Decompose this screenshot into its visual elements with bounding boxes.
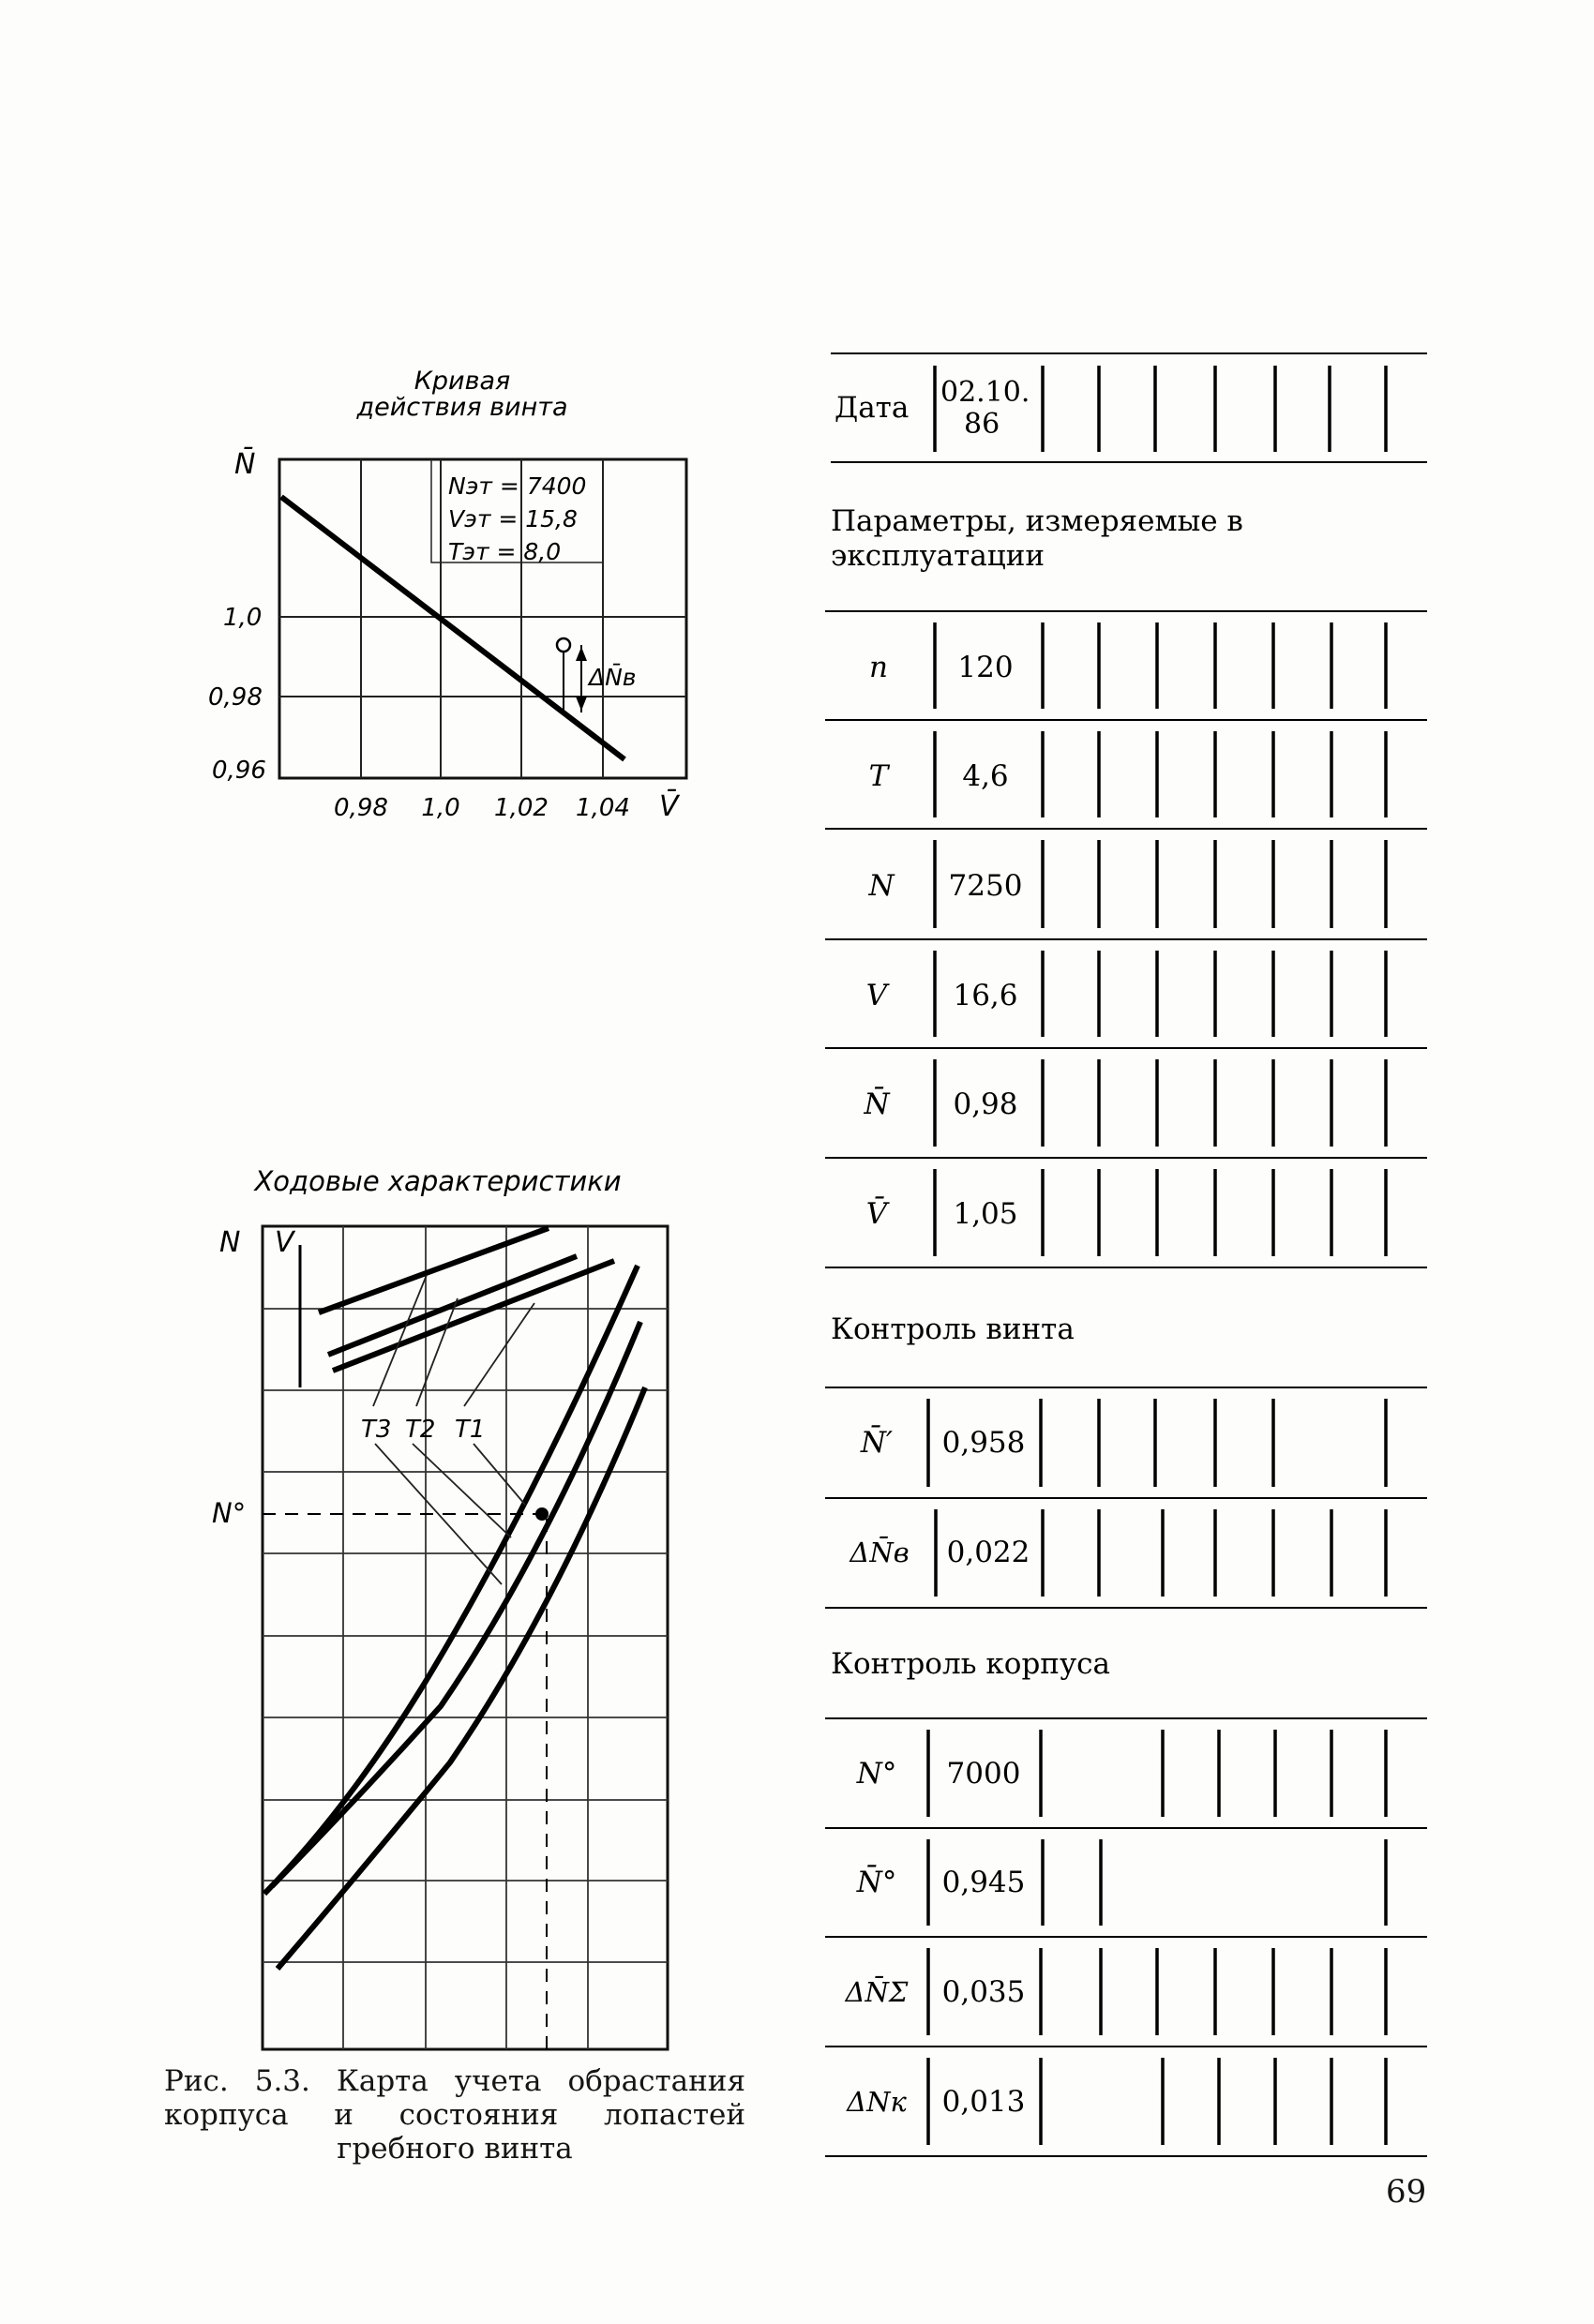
top-chart-y-label: N̄ bbox=[234, 448, 256, 481]
date-value-line1: 02.10. bbox=[940, 376, 1030, 409]
row-label-v-rel: V̄ bbox=[865, 1197, 888, 1231]
row-value-t: 4,6 bbox=[962, 759, 1009, 793]
top-chart-x-label: V̄ bbox=[659, 790, 679, 823]
row-label-t: T bbox=[868, 759, 889, 793]
row-value-delta-nsum: 0,035 bbox=[941, 1975, 1026, 2009]
row-value-n-rel: 0,98 bbox=[953, 1087, 1018, 1121]
bottom-axis-n0-label: N° bbox=[212, 1497, 247, 1529]
section1-title-line2: эксплуатации bbox=[831, 539, 1045, 573]
row-label-n-prime: N̄′ bbox=[860, 1426, 894, 1460]
row-label-n0: N° bbox=[856, 1757, 897, 1791]
bottom-chart-title: Ходовые характеристики bbox=[254, 1165, 622, 1197]
curve-label-t1: T1 bbox=[455, 1416, 486, 1444]
row-value-power: 7250 bbox=[948, 869, 1023, 903]
figure-caption: Рис. 5.3. Карта учета обрастания корпуса и состояния лопастей гребного винта bbox=[164, 2064, 745, 2166]
curve-label-t2: T2 bbox=[405, 1416, 436, 1444]
row-label-power: N bbox=[868, 869, 895, 903]
row-label-delta-nsum: ΔN̄Σ bbox=[845, 1976, 909, 2008]
row-label-speed: V bbox=[865, 979, 888, 1012]
row-value-delta-nk: 0,013 bbox=[941, 2085, 1026, 2119]
top-y-tick-0-98: 0,98 bbox=[208, 683, 263, 712]
row-value-n-prime: 0,958 bbox=[941, 1426, 1026, 1460]
row-value-delta-nv: 0,022 bbox=[946, 1536, 1030, 1569]
row-label-n0-rel: N̄° bbox=[856, 1866, 897, 1899]
top-y-tick-0-96: 0,96 bbox=[212, 757, 266, 785]
section2-title: Контроль винта bbox=[831, 1312, 1075, 1346]
row-label-delta-nk: ΔNк bbox=[847, 2086, 907, 2118]
row-value-n0-rel: 0,945 bbox=[941, 1866, 1026, 1899]
section3-title: Контроль корпуса bbox=[831, 1647, 1111, 1681]
top-y-tick-1-0: 1,0 bbox=[223, 604, 263, 632]
top-chart-title-line1: Кривая bbox=[414, 367, 511, 396]
top-x-tick-1-04: 1,04 bbox=[576, 794, 630, 822]
annotation-v-et: Vэт = 15,8 bbox=[448, 505, 578, 532]
bottom-axis-n-label: N bbox=[219, 1226, 241, 1259]
section1-title-line1: Параметры, измеряемые в bbox=[831, 504, 1243, 538]
top-chart-title-line2: действия винта bbox=[356, 393, 568, 422]
date-label: Дата bbox=[835, 391, 910, 425]
row-label-n-rel: N̄ bbox=[864, 1087, 890, 1121]
row-label-delta-nv: ΔN̄в bbox=[850, 1537, 910, 1568]
top-x-tick-1-02: 1,02 bbox=[494, 794, 549, 822]
top-x-tick-0-98: 0,98 bbox=[334, 794, 388, 822]
delta-n-label: ΔN̄в bbox=[589, 664, 637, 691]
top-x-tick-1-0: 1,0 bbox=[421, 794, 460, 822]
bottom-axis-v-label: V bbox=[275, 1226, 294, 1259]
row-value-v-rel: 1,05 bbox=[953, 1197, 1018, 1231]
curve-label-t3: T3 bbox=[361, 1416, 392, 1444]
date-value-line2: 86 bbox=[964, 408, 1000, 441]
annotation-t-et: Tэт = 8,0 bbox=[448, 538, 562, 565]
row-label-n: n bbox=[869, 651, 888, 684]
annotation-n-et: Nэт = 7400 bbox=[448, 472, 587, 500]
row-value-n0: 7000 bbox=[946, 1757, 1021, 1791]
page-number: 69 bbox=[1386, 2173, 1427, 2211]
row-value-speed: 16,6 bbox=[953, 979, 1018, 1012]
row-value-n: 120 bbox=[957, 651, 1014, 684]
